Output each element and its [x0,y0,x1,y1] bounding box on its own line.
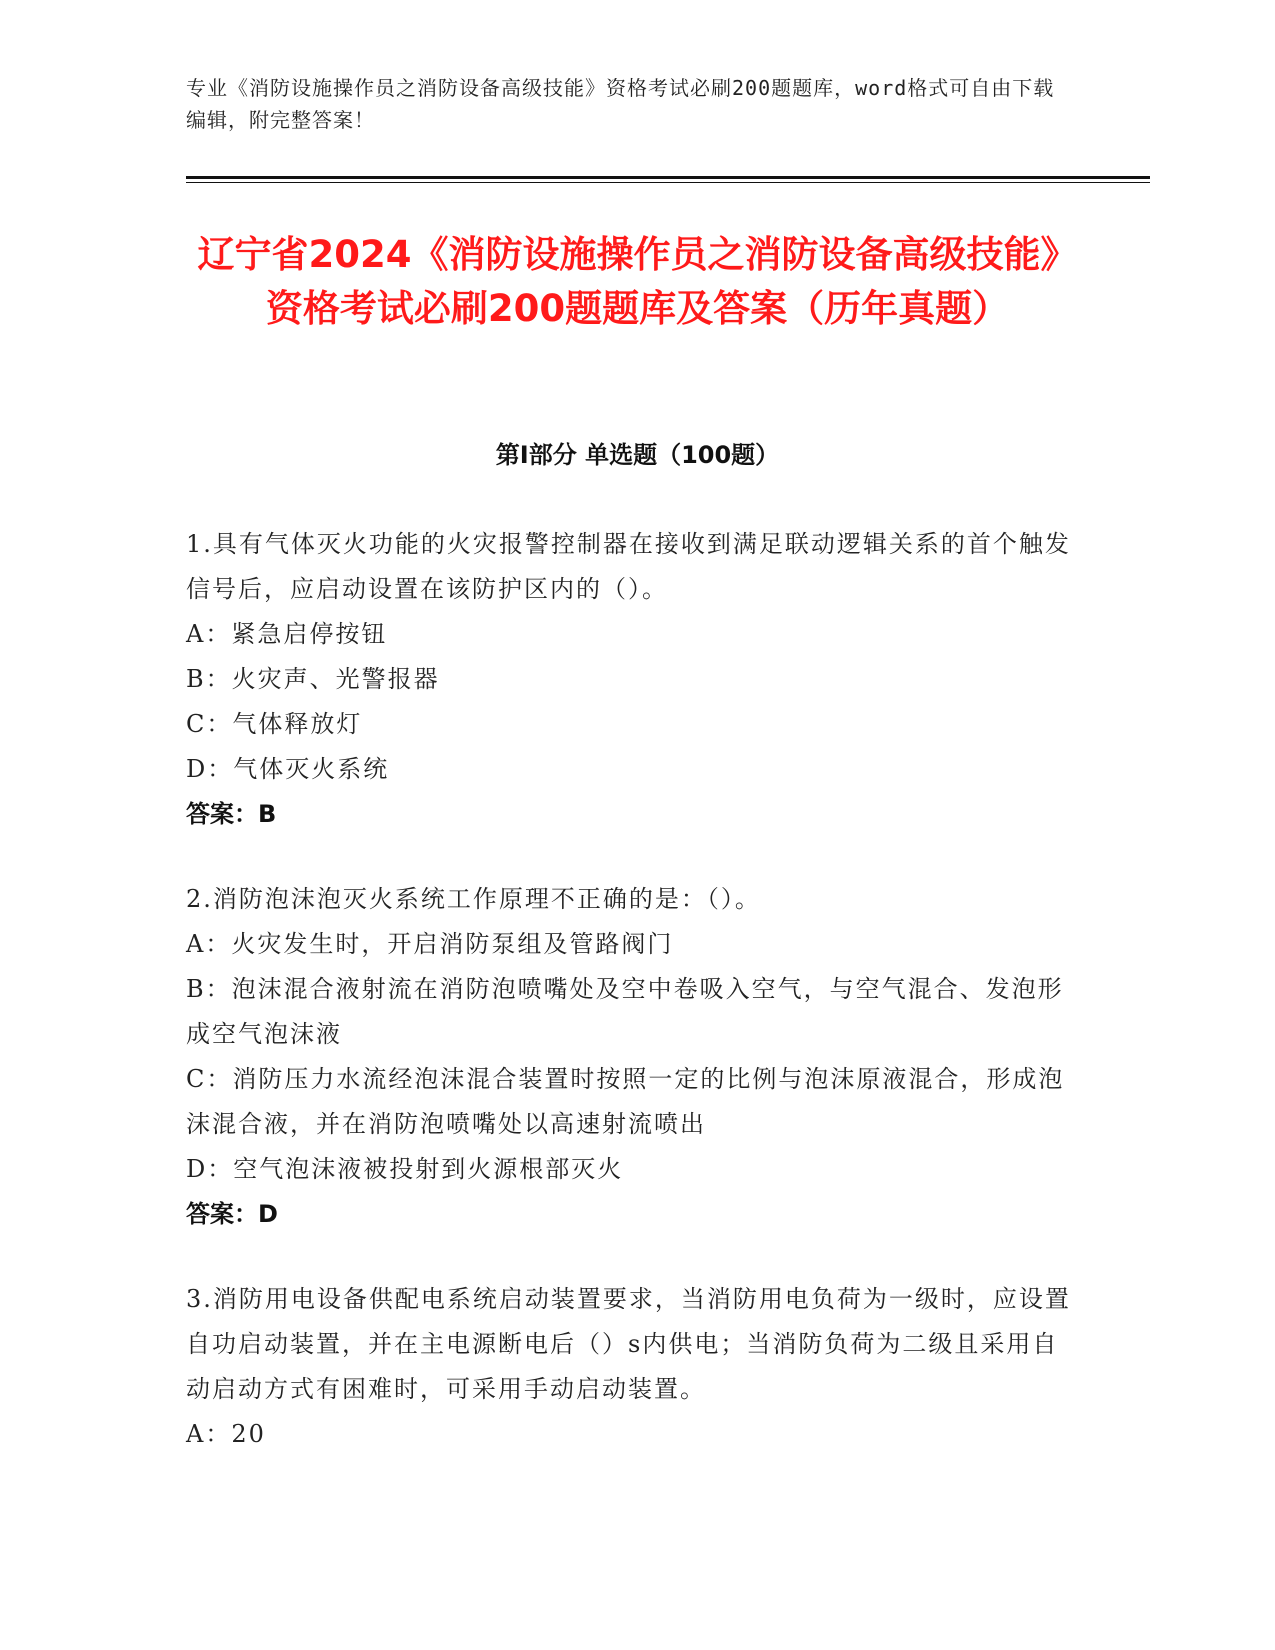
question-item [186,522,1076,837]
question-list [186,522,1076,1497]
option-c: C：消防压力水流经泡沫混合装置时按照一定的比例与泡沫原液混合，形成泡沫混合液，并在消防泡喷嘴处以高速射流喷出 [186,1065,1065,1138]
question-text: 3.消防用电设备供配电系统启动装置要求，当消防用电负荷为一级时，应设置自功启动装置，并在主电源断电后（）s内供电；当消防负荷为二级且采用自动启动方式有困难时，可采用手动启动装置。 [186,1285,1071,1403]
option-a: A：20 [186,1420,266,1448]
option-a: A：紧急启停按钮 [186,620,388,648]
question-item [186,877,1076,1237]
answer-text: 答案：D [186,1200,278,1228]
option-c: C：气体释放灯 [186,710,363,738]
question-text: 1.具有气体灭火功能的火灾报警控制器在接收到满足联动逻辑关系的首个触发信号后，应启动设置在该防护区内的（）。 [186,530,1071,603]
option-d: D：空气泡沫液被投射到火源根部灭火 [186,1155,624,1183]
question-item [186,1277,1076,1457]
header-note: 专业《消防设施操作员之消防设备高级技能》资格考试必刷200题题库，word格式可自由下载编辑，附完整答案！ [186,76,1055,132]
option-b: B：火灾声、光警报器 [186,665,440,693]
option-a: A：火灾发生时，开启消防泵组及管路阀门 [186,930,674,958]
section-title: 第I部分 单选题（100题） [495,441,780,469]
option-b: B：泡沫混合液射流在消防泡喷嘴处及空中卷吸入空气，与空气混合、发泡形成空气泡沫液 [186,975,1064,1048]
question-text: 2.消防泡沫泡灭火系统工作原理不正确的是：（）。 [186,885,761,913]
document-title: 辽宁省2024《消防设施操作员之消防设备高级技能》资格考试必刷200题题库及答案（历年真题） [197,233,1078,330]
answer-text: 答案：B [186,800,277,828]
option-d: D：气体灭火系统 [186,755,390,783]
header-divider-thick [186,176,1150,179]
header-divider-thin [186,182,1150,183]
